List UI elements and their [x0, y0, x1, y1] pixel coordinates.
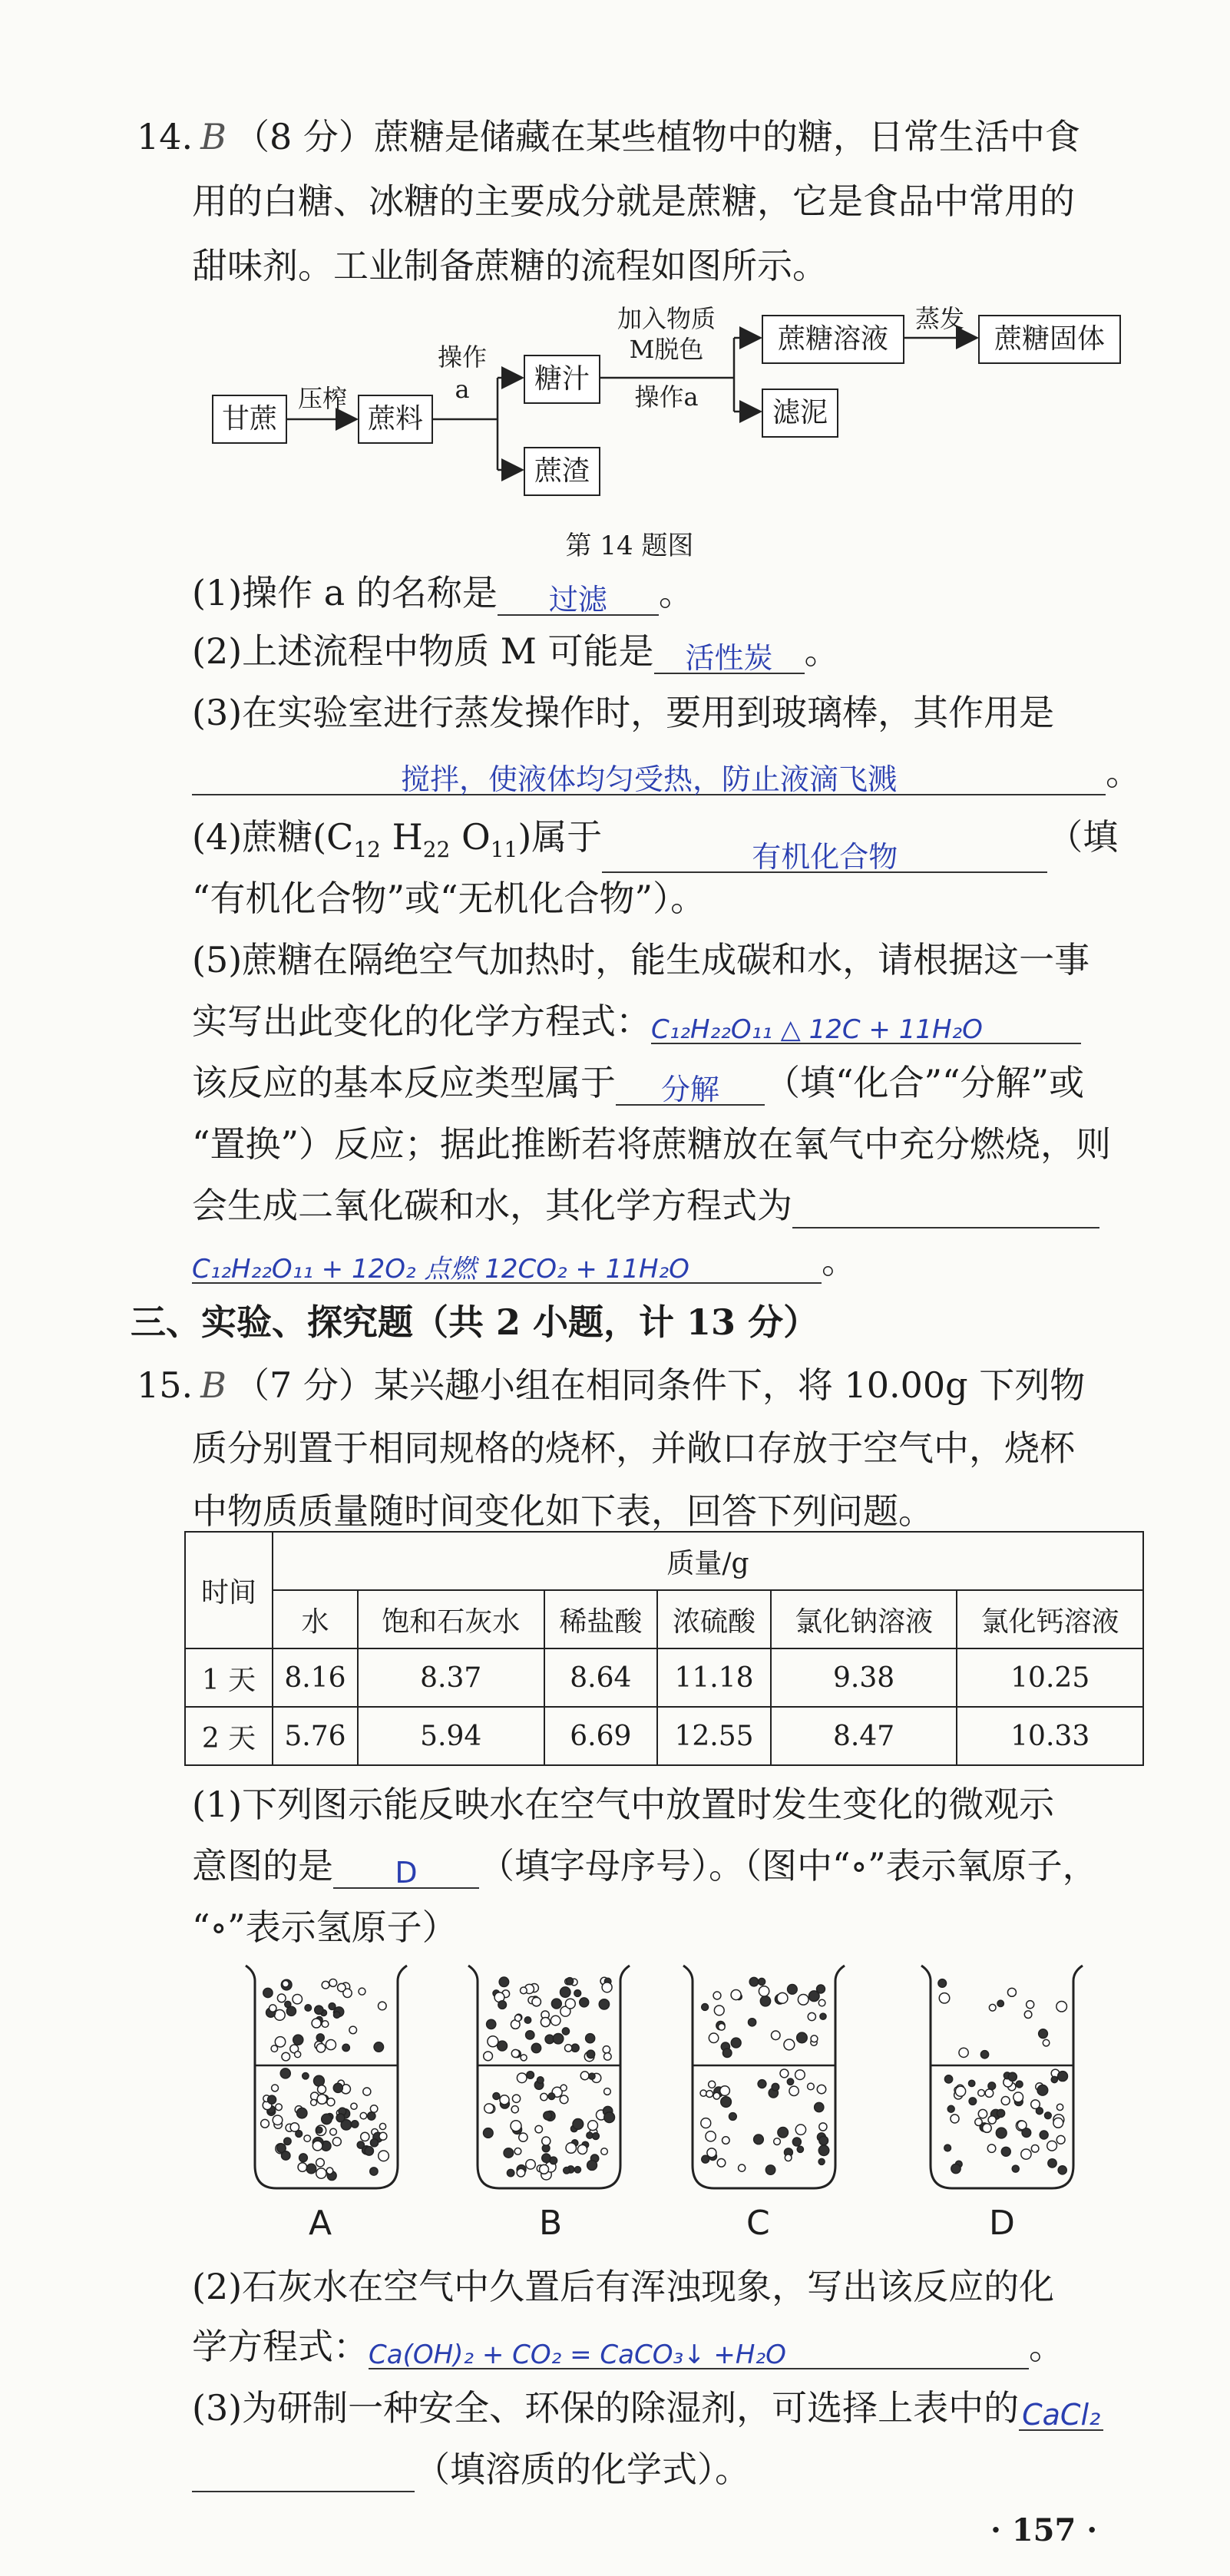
answer-blank-7: C₁₂H₂₂O₁₁ + 12O₂ 点燃 12CO₂ + 11H₂O: [192, 1242, 822, 1284]
label-jiaru1: 加入物质: [617, 304, 716, 333]
q14-p5f: 会生成二氧化碳和水，其化学方程式为: [192, 1182, 1099, 1228]
col-header: 饱和石灰水: [358, 1590, 544, 1648]
label-a: a: [455, 375, 470, 404]
q14-p5b: 实写出此变化的化学方程式：C₁₂H₂₂O₁₁ △ 12C + 11H₂O: [192, 998, 1081, 1044]
table-header-mass: 质量/g: [273, 1532, 1143, 1590]
box-luni: 滤泥: [762, 389, 838, 438]
answer-blank-4: 有机化合物: [602, 832, 1047, 873]
col-header: 水: [273, 1590, 358, 1648]
q15-p1d: “∘”表示氢原子）: [192, 1906, 458, 1948]
section-3-title: 三、实验、探究题（共 2 小题，计 13 分）: [131, 1301, 819, 1343]
beaker-c: [683, 1966, 845, 2188]
q14-p5f-answer: C₁₂H₂₂O₁₁ + 12O₂ 点燃 12CO₂ + 11H₂O 。: [192, 1240, 857, 1285]
difficulty-mark: B: [200, 116, 226, 157]
figure-caption: 第 14 题图: [565, 531, 694, 561]
q15-p2b: 学方程式：Ca(OH)₂ + CO₂ = CaCO₃↓ +H₂O 。: [192, 2326, 1064, 2370]
q14-line1: 14. B （8 分）蔗糖是储藏在某些植物中的糖，日常生活中食: [137, 116, 1080, 157]
q14-p5c: 该反应的基本反应类型属于 分解 （填“化合”“分解”或: [192, 1062, 1085, 1106]
box-ganzhe: 甘蔗: [212, 395, 287, 444]
col-header: 稀盐酸: [544, 1590, 658, 1648]
answer-blank-5: C₁₂H₂₂O₁₁ △ 12C + 11H₂O: [651, 1003, 1081, 1044]
q14-p2: (2)上述流程中物质 M 可能是 活性炭 。: [192, 630, 840, 675]
answer-blank-8: D: [333, 1847, 479, 1889]
beaker-a: [246, 1966, 407, 2188]
answer-blank-1: 过滤: [498, 574, 659, 616]
q14-p5e: “置换”）反应；据此推断若将蔗糖放在氧气中充分燃烧，则: [192, 1123, 1112, 1165]
col-header: 氯化钙溶液: [957, 1590, 1143, 1648]
label-jiaru3: 操作a: [634, 382, 699, 412]
box-zheliao: 蔗料: [358, 395, 433, 444]
label-jiaru2: M脱色: [629, 335, 704, 364]
q15-p2a: (2)石灰水在空气中久置后有浑浊现象，写出该反应的化: [192, 2266, 1055, 2307]
q15-p3a: (3)为研制一种安全、环保的除湿剂，可选择上表中的 CaCl₂: [192, 2385, 1103, 2431]
box-guti: 蔗糖固体: [978, 315, 1121, 364]
table-header-time: 时间: [185, 1532, 273, 1648]
q14-p4: (4)蔗糖($C_{12}$ $H_{22}$ $O_{11}$)属于 有机化合物 （填: [192, 816, 1119, 875]
answer-blank-6: 分解: [616, 1064, 765, 1106]
table-row: 2 天 5.76 5.94 6.69 12.55 8.47 10.33: [185, 1707, 1143, 1765]
q14-p3: (3)在实验室进行蒸发操作时，要用到玻璃棒，其作用是: [192, 692, 1055, 733]
beaker-label-a: A: [309, 2204, 332, 2243]
beaker-label-b: B: [539, 2204, 563, 2243]
answer-blank-9: Ca(OH)₂ + CO₂ = CaCO₃↓ +H₂O: [369, 2328, 1029, 2369]
q15-p1a: (1)下列图示能反映水在空气中放置时发生变化的微观示: [192, 1784, 1055, 1825]
q14-p5a: (5)蔗糖在隔绝空气加热时，能生成碳和水，请根据这一事: [192, 939, 1090, 980]
answer-blank-10: CaCl₂: [1019, 2389, 1103, 2431]
beaker-b: [468, 1966, 630, 2188]
label-caozuo: 操作: [437, 342, 487, 372]
answer-blank-2: 活性炭: [654, 633, 805, 674]
label-yazha: 压榨: [297, 384, 347, 413]
q14-line3: 甜味剂。工业制备蔗糖的流程如图所示。: [192, 245, 828, 286]
q14-p3-answer: 搅拌，使液体均匀受热，防止液滴飞溅 。: [192, 749, 1141, 795]
col-header: 浓硫酸: [657, 1590, 771, 1648]
beaker-d: [921, 1966, 1083, 2188]
q14-p4-cont: “有机化合物”或“无机化合物”）。: [192, 878, 706, 919]
q14-line2: 用的白糖、冰糖的主要成分就是蔗糖，它是食品中常用的: [192, 180, 1075, 222]
beaker-label-d: D: [989, 2204, 1015, 2243]
box-zhezha: 蔗渣: [524, 447, 600, 496]
answer-blank-3: 搅拌，使液体均匀受热，防止液滴飞溅: [192, 754, 1106, 795]
mass-table: [184, 1531, 1144, 1766]
q15-p3b: （填溶质的化学式）。: [192, 2446, 750, 2492]
box-tangzhi: 糖汁: [524, 355, 600, 404]
difficulty-mark: B: [200, 1364, 226, 1406]
col-header: 氯化钠溶液: [771, 1590, 957, 1648]
box-rongye: 蔗糖溶液: [762, 315, 904, 364]
q14-p1: (1)操作 a 的名称是 过滤 。: [192, 572, 694, 617]
q15-line2: 质分别置于相同规格的烧杯，并敞口存放于空气中，烧杯: [192, 1427, 1075, 1469]
table-col-headers: [185, 1590, 1143, 1648]
beaker-diagrams: [0, 1950, 1230, 2204]
label-zhengfa: 蒸发: [914, 304, 964, 333]
q15-line3: 中物质质量随时间变化如下表，回答下列问题。: [192, 1490, 934, 1532]
table-row: 1 天 8.16 8.37 8.64 11.18 9.38 10.25: [185, 1648, 1143, 1707]
page-number: · 157 ·: [990, 2512, 1098, 2548]
flow-arrows: [0, 0, 1230, 537]
q15-line1: 15. B （7 分）某兴趣小组在相同条件下，将 10.00g 下列物: [137, 1364, 1086, 1406]
beaker-label-c: C: [746, 2204, 770, 2243]
q15-p1b: 意图的是 D （填字母序号）。（图中“∘”表示氧原子，: [192, 1845, 1098, 1890]
